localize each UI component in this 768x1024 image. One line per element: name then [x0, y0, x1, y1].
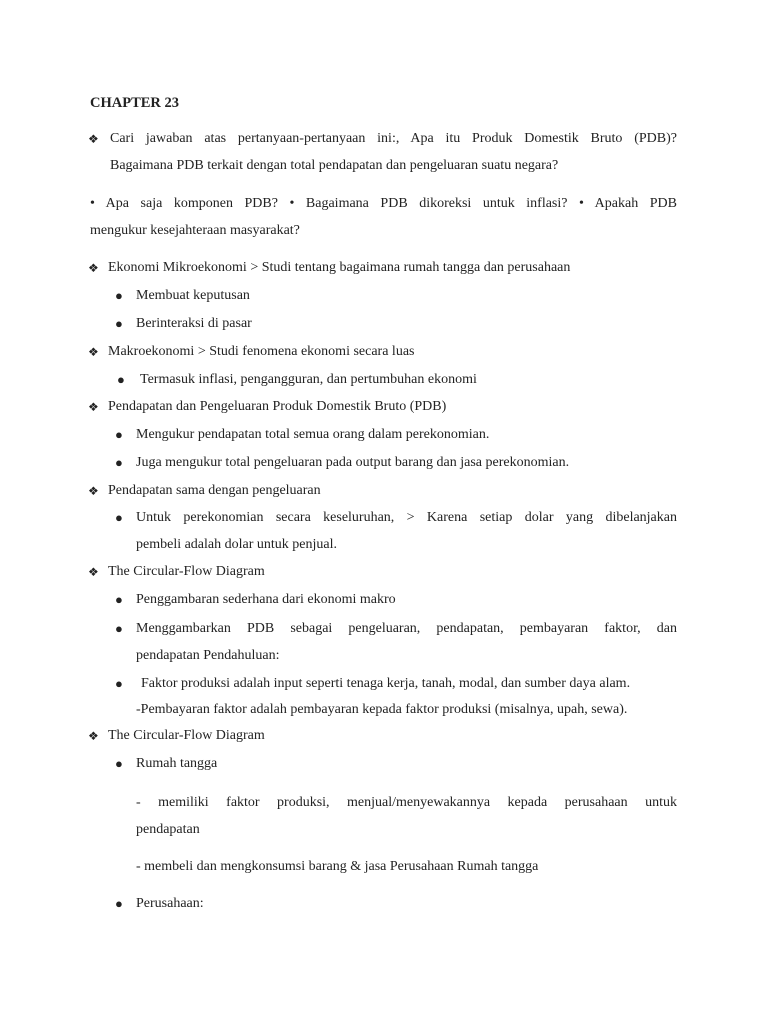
- list-item-continuation: pendapatan: [136, 822, 200, 837]
- round-bullet-icon: ●: [115, 896, 123, 911]
- diamond-bullet-icon: ❖: [88, 400, 99, 414]
- list-item-continuation: -Pembayaran faktor adalah pembayaran kepada faktor produksi (misalnya, upah, sewa).: [136, 702, 628, 717]
- list-item: Untuk perekonomian secara keseluruhan, > Karena setiap dolar yang dibelanjakan: [136, 510, 677, 525]
- section-heading: Ekonomi Mikroekonomi > Studi tentang bagaimana rumah tangga dan perusahaan: [108, 260, 571, 275]
- list-item: Berinteraksi di pasar: [136, 316, 252, 331]
- diamond-bullet-icon: ❖: [88, 132, 99, 146]
- list-item: Termasuk inflasi, pengangguran, dan pertumbuhan ekonomi: [140, 372, 477, 387]
- list-item: Juga mengukur total pengeluaran pada output barang dan jasa perekonomian.: [136, 455, 570, 470]
- round-bullet-icon: ●: [115, 288, 123, 303]
- list-item: Menggambarkan PDB sebagai pengeluaran, pendapatan, pembayaran faktor, dan: [136, 621, 677, 636]
- question-line: mengukur kesejahteraan masyarakat?: [90, 223, 300, 238]
- list-item-continuation: pembeli adalah dolar untuk penjual.: [136, 537, 337, 552]
- round-bullet-icon: ●: [115, 621, 123, 636]
- list-item: Rumah tangga: [136, 756, 218, 771]
- round-bullet-icon: ●: [115, 756, 123, 771]
- round-bullet-icon: ●: [115, 455, 123, 470]
- question-line: • Apa saja komponen PDB? • Bagaimana PDB dikoreksi untuk inflasi? • Apakah PDB: [90, 196, 677, 211]
- diamond-bullet-icon: ❖: [88, 261, 99, 275]
- round-bullet-icon: ●: [115, 676, 123, 691]
- section-heading: Makroekonomi > Studi fenomena ekonomi secara luas: [108, 344, 415, 359]
- list-item: Faktor produksi adalah input seperti tenaga kerja, tanah, modal, dan sumber daya alam.: [141, 676, 631, 691]
- section-heading: Pendapatan sama dengan pengeluaran: [108, 483, 321, 498]
- round-bullet-icon: ●: [115, 316, 123, 331]
- question-line: Cari jawaban atas pertanyaan-pertanyaan ini:, Apa itu Produk Domestik Bruto (PDB)?: [110, 131, 677, 146]
- round-bullet-icon: ●: [115, 427, 123, 442]
- list-item-continuation: pendapatan Pendahuluan:: [136, 648, 280, 663]
- diamond-bullet-icon: ❖: [88, 345, 99, 359]
- diamond-bullet-icon: ❖: [88, 729, 99, 743]
- section-heading: The Circular-Flow Diagram: [108, 728, 265, 743]
- round-bullet-icon: ●: [115, 592, 123, 607]
- list-item: Mengukur pendapatan total semua orang dalam perekonomian.: [136, 427, 490, 442]
- list-item: Penggambaran sederhana dari ekonomi makro: [136, 592, 396, 607]
- question-line: Bagaimana PDB terkait dengan total pendapatan dan pengeluaran suatu negara?: [110, 158, 559, 173]
- diamond-bullet-icon: ❖: [88, 484, 99, 498]
- diamond-bullet-icon: ❖: [88, 565, 99, 579]
- section-heading: Pendapatan dan Pengeluaran Produk Domestik Bruto (PDB): [108, 399, 447, 414]
- list-item-detail: - membeli dan mengkonsumsi barang & jasa Perusahaan Rumah tangga: [136, 859, 539, 874]
- round-bullet-icon: ●: [115, 510, 123, 525]
- chapter-title: CHAPTER 23: [90, 95, 180, 111]
- list-item: Perusahaan:: [136, 896, 204, 911]
- round-bullet-icon: ●: [117, 372, 125, 387]
- section-heading: The Circular-Flow Diagram: [108, 564, 265, 579]
- list-item-detail: - memiliki faktor produksi, menjual/menyewakannya kepada perusahaan untuk: [136, 795, 677, 810]
- list-item: Membuat keputusan: [136, 288, 250, 303]
